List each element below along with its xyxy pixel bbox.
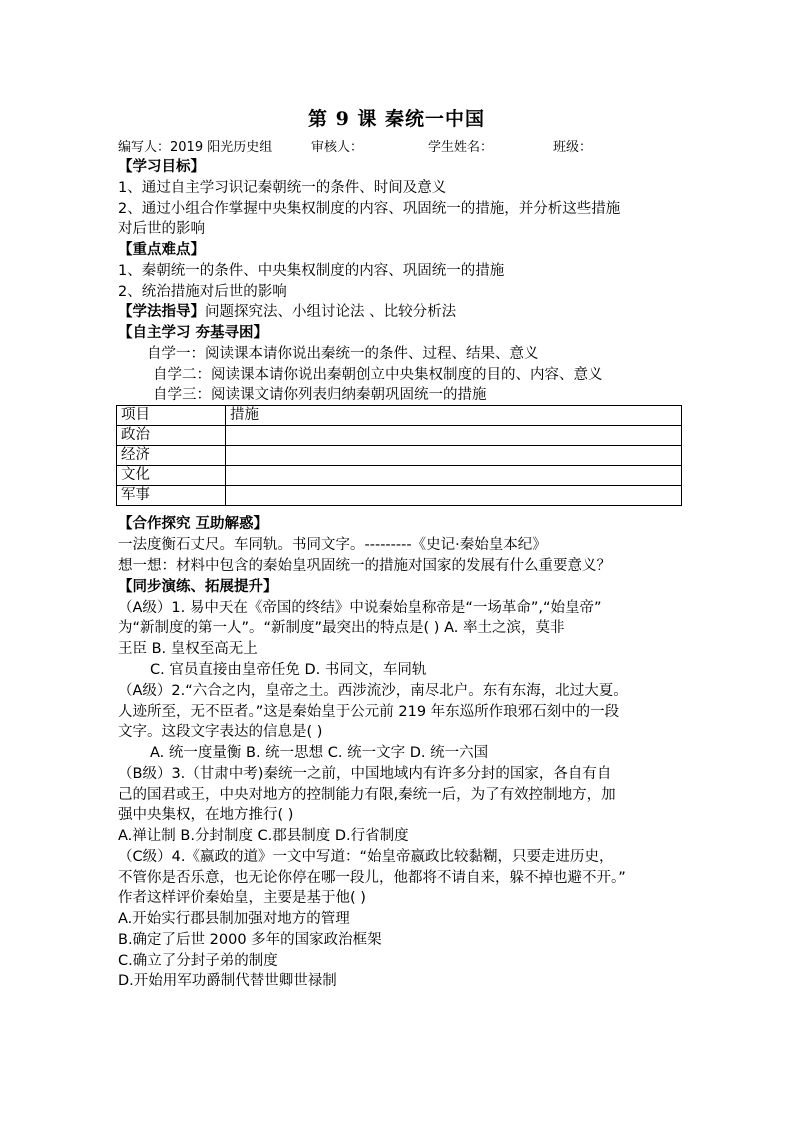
q4-option-c: C.确立了分封子弟的制度 <box>118 953 278 969</box>
explore-heading: 【合作探究 互助解惑】 <box>118 516 269 532</box>
q4-line-3: 作者这样评价秦始皇，主要是基于他( ) <box>118 890 366 906</box>
table-row <box>117 466 682 486</box>
student-name-label: 学生姓名： <box>428 140 494 155</box>
method-heading: 【学法指导】 <box>118 304 205 320</box>
lesson-title: 第 9 课 秦统一中国 <box>307 108 486 130</box>
keypoint-item-2: 2、统治措施对后世的影响 <box>118 284 287 300</box>
q2-line-4: A. 统一度量衡 B. 统一思想 C. 统一文字 D. 统一六国 <box>150 745 489 761</box>
q3-line-3: 强中央集权，在地方推行( ) <box>118 807 294 823</box>
table-row-label: 政治 <box>117 426 226 446</box>
table-row-label: 军事 <box>117 486 226 506</box>
keypoint-item-1: 1、秦朝统一的条件、中央集权制度的内容、巩固统一的措施 <box>118 263 505 279</box>
table-row <box>117 446 682 466</box>
explore-question: 想一想：材料中包含的秦始皇巩固统一的措施对国家的发展有什么重要意义？ <box>118 558 611 574</box>
table-row <box>117 486 682 506</box>
selfstudy-q1: 自学一：阅读课本请你说出秦统一的条件、过程、结果、意义 <box>147 346 539 362</box>
selfstudy-q2: 自学二：阅读课本请你说出秦朝创立中央集权制度的目的、内容、意义 <box>153 367 603 383</box>
q3-line-2: 己的国君或王，中央对地方的控制能力有限,秦统一后，为了有效控制地方，加 <box>118 787 616 803</box>
reviewer-label: 审核人： <box>311 140 364 155</box>
q1-line-2: 为“新制度的第一人”。“新制度”最突出的特点是( ) A. 率土之滨，莫非 <box>118 620 565 636</box>
q1-line-4: C. 官员直接由皇帝任免 D. 书同文，车同轨 <box>150 662 427 678</box>
goal-item-2-cont: 对后世的影响 <box>118 221 205 237</box>
table-row-label: 文化 <box>117 466 226 486</box>
explore-quote: 一法度衡石丈尺。车同轨。书同文字。---------《史记·秦始皇本纪》 <box>118 537 547 553</box>
q2-line-3: 文字。这段文字表达的信息是( ) <box>118 724 323 740</box>
method-line <box>118 302 456 322</box>
table-cell-empty[interactable] <box>226 446 682 466</box>
keypoints-heading: 【重点难点】 <box>118 242 205 258</box>
q4-line-2: 不管你是否乐意，也无论你停在哪一段儿，他都将不请自来，躲不掉也避不开。” <box>118 870 626 886</box>
q4-line-1: （C级）4.《嬴政的道》一文中写道：“始皇帝嬴政比较黏糊，只要走进历史， <box>118 849 614 865</box>
table-cell-empty[interactable] <box>226 426 682 446</box>
meta-line <box>118 138 592 158</box>
table-header-measures: 措施 <box>226 406 682 426</box>
table-row <box>117 426 682 446</box>
author-label: 编写人：2019 阳光历史组 <box>118 140 273 155</box>
selfstudy-heading: 【自主学习 夯基寻困】 <box>118 325 269 341</box>
q4-option-a: A.开始实行郡县制加强对地方的管理 <box>118 911 350 927</box>
q4-option-b: B.确定了后世 2000 多年的国家政治框架 <box>118 932 382 948</box>
q1-line-3: 王臣 B. 皇权至高无上 <box>118 641 258 657</box>
q4-option-d: D.开始用军功爵制代替世卿世禄制 <box>118 973 337 989</box>
selfstudy-q3: 自学三：阅读课文请你列表归纳秦朝巩固统一的措施 <box>153 387 487 403</box>
table-header-row <box>117 406 682 426</box>
table-cell-empty[interactable] <box>226 466 682 486</box>
q1-line-1: （A级）1. 易中天在《帝国的终结》中说秦始皇称帝是“一场革命”,“始皇帝” <box>118 600 602 616</box>
goal-item-1: 1、通过自主学习识记秦朝统一的条件、时间及意义 <box>118 180 447 196</box>
q3-line-4: A.禅让制 B.分封制度 C.郡县制度 D.行省制度 <box>118 828 409 844</box>
method-text: 问题探究法、小组讨论法 、比较分析法 <box>205 304 457 320</box>
practice-heading: 【同步演练、拓展提升】 <box>118 579 278 595</box>
goal-item-2: 2、通过小组合作掌握中央集权制度的内容、巩固统一的措施，并分析这些措施 <box>118 201 621 217</box>
goals-heading: 【学习目标】 <box>118 159 205 175</box>
table-row-label: 经济 <box>117 446 226 466</box>
table-header-item: 项目 <box>117 406 226 426</box>
table-cell-empty[interactable] <box>226 486 682 506</box>
q3-line-1: （B级）3.（甘肃中考)秦统一之前，中国地域内有许多分封的国家，各自有自 <box>118 766 612 782</box>
class-label: 班级： <box>553 140 593 155</box>
q2-line-2: 人迹所至，无不臣者。”这是秦始皇于公元前 219 年东巡所作琅邪石刻中的一段 <box>118 704 620 720</box>
measures-table <box>116 405 682 506</box>
q2-line-1: （A级）2.“六合之内，皇帝之土。西涉流沙，南尽北户。东有东海，北过大夏。 <box>118 683 628 699</box>
